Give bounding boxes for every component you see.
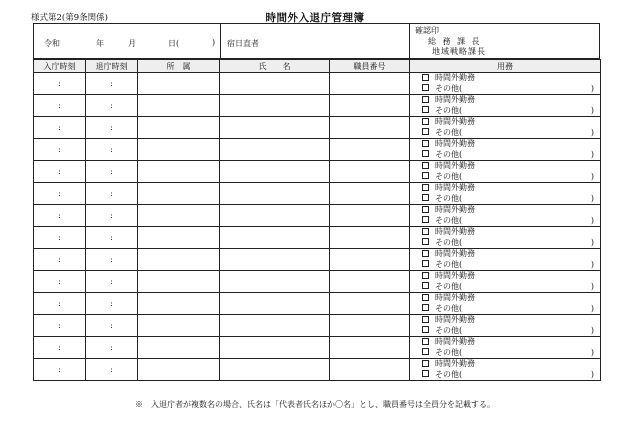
- overtime-label: 時間外勤務: [435, 227, 475, 236]
- staff-number-cell[interactable]: [330, 161, 410, 183]
- overtime-checkbox[interactable]: [422, 316, 429, 323]
- purpose-cell: [410, 161, 601, 183]
- purpose-option-overtime: [422, 271, 600, 282]
- other-checkbox[interactable]: [422, 282, 429, 289]
- purpose-option-other: [422, 260, 600, 271]
- staff-number-cell[interactable]: [330, 139, 410, 161]
- entry-time-cell[interactable]: :: [34, 337, 86, 359]
- other-close-paren: ): [590, 347, 594, 357]
- other-close-paren: ): [590, 193, 594, 203]
- overtime-checkbox[interactable]: [422, 96, 429, 103]
- overtime-label: 時間外勤務: [435, 205, 475, 214]
- purpose-option-overtime: [422, 359, 600, 370]
- other-label: その他(: [435, 193, 463, 203]
- header-divider: [220, 24, 221, 58]
- column-header-name: 氏 名: [220, 60, 330, 73]
- department-cell[interactable]: [138, 227, 220, 249]
- staff-number-cell[interactable]: [330, 227, 410, 249]
- other-label: その他(: [435, 369, 463, 379]
- page-title: 時間外入退庁管理簿: [265, 12, 365, 24]
- entry-time-cell[interactable]: :: [34, 315, 86, 337]
- table-row: [34, 95, 601, 117]
- overtime-label: 時間外勤務: [435, 293, 475, 302]
- name-cell[interactable]: [220, 73, 330, 95]
- entry-time-cell[interactable]: :: [34, 73, 86, 95]
- month-label: 月: [128, 39, 136, 48]
- department-cell[interactable]: [138, 139, 220, 161]
- overtime-checkbox[interactable]: [422, 74, 429, 81]
- staff-number-cell[interactable]: [330, 249, 410, 271]
- confirm-role-general-affairs: 総 務 課 長: [428, 36, 482, 46]
- overtime-label: 時間外勤務: [435, 249, 475, 258]
- overtime-checkbox[interactable]: [422, 162, 429, 169]
- column-header-department: 所 属: [138, 60, 220, 73]
- name-cell[interactable]: [220, 95, 330, 117]
- name-cell[interactable]: [220, 315, 330, 337]
- exit-time-cell[interactable]: :: [86, 271, 138, 293]
- purpose-cell: [410, 117, 601, 139]
- entry-time-cell[interactable]: :: [34, 359, 86, 381]
- entry-time-cell[interactable]: :: [34, 117, 86, 139]
- department-cell[interactable]: [138, 73, 220, 95]
- other-close-paren: ): [590, 281, 594, 291]
- confirm-label: 確認印: [415, 26, 439, 35]
- era-label: 令和: [44, 39, 60, 48]
- overtime-label: 時間外勤務: [435, 271, 475, 280]
- other-close-paren: ): [590, 325, 594, 335]
- department-cell[interactable]: [138, 117, 220, 139]
- other-checkbox[interactable]: [422, 194, 429, 201]
- overtime-checkbox[interactable]: [422, 272, 429, 279]
- confirm-role-regional-strategy: 地域戦略課長: [432, 47, 486, 56]
- other-label: その他(: [435, 149, 463, 159]
- year-label: 年: [96, 39, 104, 48]
- staff-number-cell[interactable]: [330, 359, 410, 381]
- table-row: [34, 139, 601, 161]
- table-row: [34, 227, 601, 249]
- entry-time-cell[interactable]: :: [34, 161, 86, 183]
- overtime-label: 時間外勤務: [435, 117, 475, 126]
- overtime-checkbox[interactable]: [422, 360, 429, 367]
- name-cell[interactable]: [220, 117, 330, 139]
- other-checkbox[interactable]: [422, 348, 429, 355]
- header-divider: [409, 24, 410, 58]
- other-close-paren: ): [590, 105, 594, 115]
- exit-time-cell[interactable]: :: [86, 95, 138, 117]
- name-cell[interactable]: [220, 271, 330, 293]
- department-cell[interactable]: [138, 315, 220, 337]
- table-row: [34, 271, 601, 293]
- other-checkbox[interactable]: [422, 172, 429, 179]
- staff-number-cell[interactable]: [330, 271, 410, 293]
- purpose-option-overtime: [422, 249, 600, 260]
- purpose-cell: [410, 139, 601, 161]
- overtime-checkbox[interactable]: [422, 206, 429, 213]
- purpose-option-overtime: [422, 139, 600, 150]
- entry-time-cell[interactable]: :: [34, 95, 86, 117]
- column-header-entry-time: 入庁時刻: [34, 60, 86, 73]
- purpose-option-overtime: [422, 293, 600, 304]
- table-row: [34, 183, 601, 205]
- duty-officer-label: 宿日直者: [227, 39, 259, 48]
- table-row: [34, 161, 601, 183]
- other-label: その他(: [435, 281, 463, 291]
- department-cell[interactable]: [138, 359, 220, 381]
- staff-number-cell[interactable]: [330, 183, 410, 205]
- purpose-option-other: [422, 216, 600, 227]
- column-header-staff-number: 職員番号: [330, 60, 410, 73]
- exit-time-cell[interactable]: :: [86, 205, 138, 227]
- overtime-checkbox[interactable]: [422, 184, 429, 191]
- department-cell[interactable]: [138, 161, 220, 183]
- department-cell[interactable]: [138, 271, 220, 293]
- other-checkbox[interactable]: [422, 84, 429, 91]
- name-cell[interactable]: [220, 227, 330, 249]
- entry-time-cell[interactable]: :: [34, 227, 86, 249]
- entry-time-cell[interactable]: :: [34, 139, 86, 161]
- overtime-label: 時間外勤務: [435, 73, 475, 82]
- purpose-option-other: [422, 194, 600, 205]
- purpose-option-overtime: [422, 337, 600, 348]
- footnote: ※ 入退庁者が複数名の場合、氏名は「代表者氏名ほか〇名」とし、職員番号は全員分を記載する。: [135, 400, 495, 409]
- purpose-option-other: [422, 84, 600, 95]
- other-close-paren: ): [590, 215, 594, 225]
- name-cell[interactable]: [220, 249, 330, 271]
- staff-number-cell[interactable]: [330, 315, 410, 337]
- form-label: 様式第2(第9条関係): [31, 13, 108, 23]
- other-checkbox[interactable]: [422, 326, 429, 333]
- department-cell[interactable]: [138, 337, 220, 359]
- overtime-checkbox[interactable]: [422, 294, 429, 301]
- table-row: [34, 73, 601, 95]
- purpose-cell: [410, 73, 601, 95]
- exit-time-cell[interactable]: :: [86, 293, 138, 315]
- department-cell[interactable]: [138, 205, 220, 227]
- purpose-option-other: [422, 150, 600, 161]
- other-checkbox[interactable]: [422, 304, 429, 311]
- other-close-paren: ): [590, 149, 594, 159]
- overtime-label: 時間外勤務: [435, 95, 475, 104]
- purpose-option-overtime: [422, 95, 600, 106]
- purpose-option-other: [422, 348, 600, 359]
- name-cell[interactable]: [220, 161, 330, 183]
- header-block: [33, 23, 600, 59]
- entry-time-cell[interactable]: :: [34, 205, 86, 227]
- other-label: その他(: [435, 83, 463, 93]
- purpose-option-other: [422, 106, 600, 117]
- name-cell[interactable]: [220, 293, 330, 315]
- purpose-cell: [410, 183, 601, 205]
- purpose-option-other: [422, 370, 600, 381]
- overtime-label: 時間外勤務: [435, 337, 475, 346]
- exit-time-cell[interactable]: :: [86, 117, 138, 139]
- exit-time-cell[interactable]: :: [86, 227, 138, 249]
- name-cell[interactable]: [220, 205, 330, 227]
- other-label: その他(: [435, 105, 463, 115]
- other-close-paren: ): [590, 303, 594, 313]
- purpose-option-overtime: [422, 183, 600, 194]
- overtime-checkbox[interactable]: [422, 118, 429, 125]
- purpose-option-other: [422, 304, 600, 315]
- department-cell[interactable]: [138, 95, 220, 117]
- exit-time-cell[interactable]: :: [86, 249, 138, 271]
- overtime-checkbox[interactable]: [422, 140, 429, 147]
- other-label: その他(: [435, 171, 463, 181]
- other-checkbox[interactable]: [422, 150, 429, 157]
- staff-number-cell[interactable]: [330, 293, 410, 315]
- other-close-paren: ): [590, 259, 594, 269]
- purpose-cell: [410, 249, 601, 271]
- entry-table: [33, 59, 601, 381]
- overtime-label: 時間外勤務: [435, 161, 475, 170]
- exit-time-cell[interactable]: :: [86, 139, 138, 161]
- column-header-purpose: 用務: [410, 60, 601, 73]
- other-label: その他(: [435, 127, 463, 137]
- purpose-option-overtime: [422, 315, 600, 326]
- purpose-cell: [410, 227, 601, 249]
- other-label: その他(: [435, 215, 463, 225]
- department-cell[interactable]: [138, 249, 220, 271]
- department-cell[interactable]: [138, 183, 220, 205]
- table-row: [34, 337, 601, 359]
- other-label: その他(: [435, 347, 463, 357]
- exit-time-cell[interactable]: :: [86, 337, 138, 359]
- entry-time-cell[interactable]: :: [34, 183, 86, 205]
- purpose-cell: [410, 359, 601, 381]
- purpose-cell: [410, 337, 601, 359]
- overtime-label: 時間外勤務: [435, 183, 475, 192]
- other-label: その他(: [435, 303, 463, 313]
- other-close-paren: ): [590, 237, 594, 247]
- name-cell[interactable]: [220, 359, 330, 381]
- entry-time-cell[interactable]: :: [34, 293, 86, 315]
- other-close-paren: ): [590, 171, 594, 181]
- purpose-option-other: [422, 326, 600, 337]
- purpose-option-other: [422, 282, 600, 293]
- overtime-checkbox[interactable]: [422, 338, 429, 345]
- purpose-option-other: [422, 128, 600, 139]
- staff-number-cell[interactable]: [330, 73, 410, 95]
- exit-time-cell[interactable]: :: [86, 183, 138, 205]
- overtime-checkbox[interactable]: [422, 228, 429, 235]
- name-cell[interactable]: [220, 337, 330, 359]
- table-row: [34, 117, 601, 139]
- overtime-checkbox[interactable]: [422, 250, 429, 257]
- other-checkbox[interactable]: [422, 128, 429, 135]
- table-row: [34, 249, 601, 271]
- other-close-paren: ): [590, 369, 594, 379]
- other-close-paren: ): [590, 83, 594, 93]
- purpose-option-overtime: [422, 117, 600, 128]
- exit-time-cell[interactable]: :: [86, 73, 138, 95]
- exit-time-cell[interactable]: :: [86, 315, 138, 337]
- table-row: [34, 293, 601, 315]
- table-row: [34, 315, 601, 337]
- other-checkbox[interactable]: [422, 216, 429, 223]
- name-cell[interactable]: [220, 139, 330, 161]
- overtime-label: 時間外勤務: [435, 139, 475, 148]
- purpose-option-other: [422, 238, 600, 249]
- purpose-option-overtime: [422, 73, 600, 84]
- day-label: 日(: [168, 39, 180, 48]
- other-checkbox[interactable]: [422, 238, 429, 245]
- purpose-cell: [410, 271, 601, 293]
- other-label: その他(: [435, 259, 463, 269]
- day-close: ): [212, 38, 216, 47]
- department-cell[interactable]: [138, 293, 220, 315]
- staff-number-cell[interactable]: [330, 205, 410, 227]
- purpose-option-overtime: [422, 161, 600, 172]
- purpose-cell: [410, 315, 601, 337]
- purpose-option-overtime: [422, 205, 600, 216]
- purpose-option-overtime: [422, 227, 600, 238]
- other-checkbox[interactable]: [422, 260, 429, 267]
- other-checkbox[interactable]: [422, 106, 429, 113]
- purpose-option-other: [422, 172, 600, 183]
- table-row: [34, 359, 601, 381]
- name-cell[interactable]: [220, 183, 330, 205]
- entry-time-cell[interactable]: :: [34, 271, 86, 293]
- table-row: [34, 205, 601, 227]
- other-label: その他(: [435, 237, 463, 247]
- exit-time-cell[interactable]: :: [86, 161, 138, 183]
- staff-number-cell[interactable]: [330, 117, 410, 139]
- table-header-row: [34, 60, 601, 73]
- entry-time-cell[interactable]: :: [34, 249, 86, 271]
- column-header-exit-time: 退庁時刻: [86, 60, 138, 73]
- purpose-cell: [410, 205, 601, 227]
- other-close-paren: ): [590, 127, 594, 137]
- other-label: その他(: [435, 325, 463, 335]
- overtime-label: 時間外勤務: [435, 359, 475, 368]
- purpose-cell: [410, 95, 601, 117]
- overtime-label: 時間外勤務: [435, 315, 475, 324]
- staff-number-cell[interactable]: [330, 95, 410, 117]
- exit-time-cell[interactable]: :: [86, 359, 138, 381]
- confirmation-stamp-area: [415, 26, 486, 58]
- other-checkbox[interactable]: [422, 370, 429, 377]
- purpose-cell: [410, 293, 601, 315]
- staff-number-cell[interactable]: [330, 337, 410, 359]
